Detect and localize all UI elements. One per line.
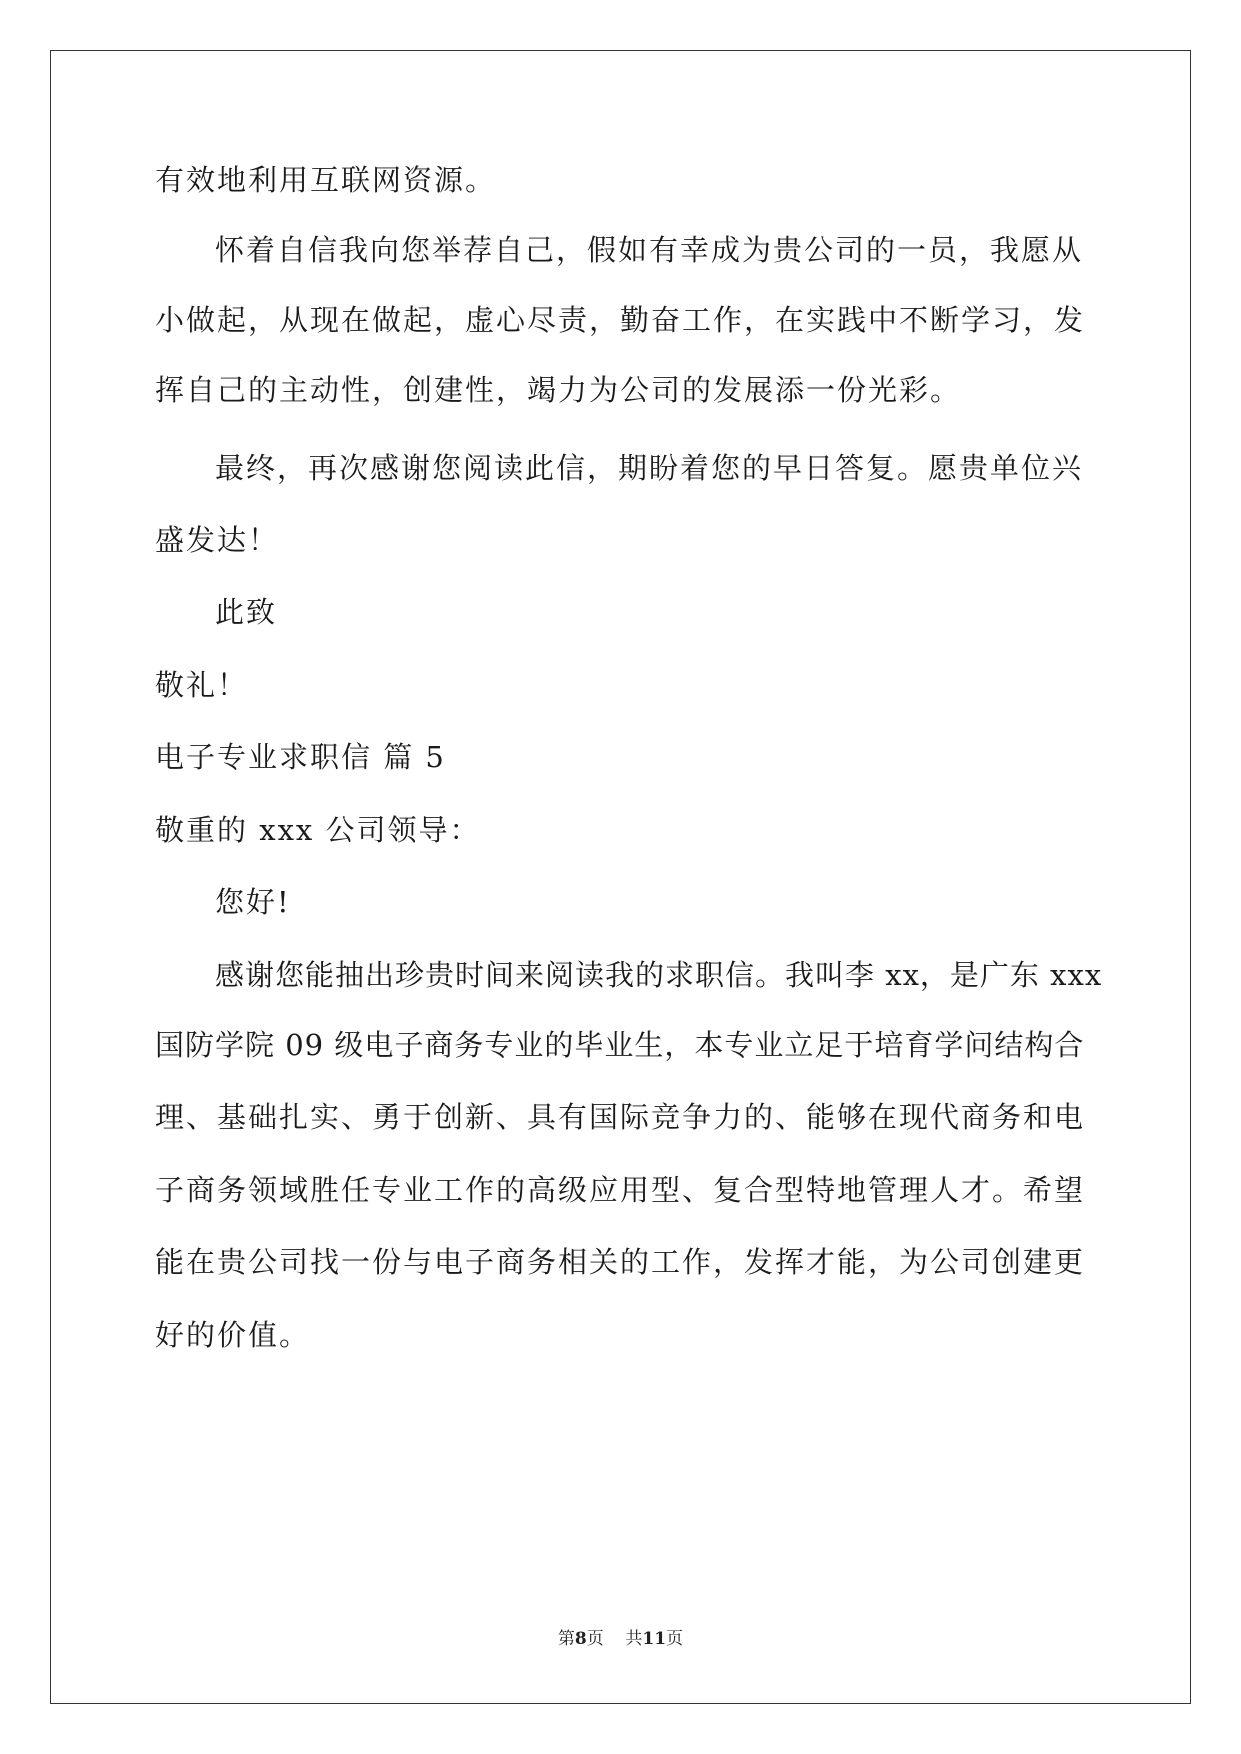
text-line: 怀着自信我向您举荐自己，假如有幸成为贵公司的一员，我愿从 [215,233,1084,267]
page-prefix: 第 [557,1629,575,1649]
greeting-recipient: 敬重的 xxx 公司领导： [155,813,481,847]
closing-salutation: 此致 [215,595,278,629]
closing-regards: 敬礼！ [155,668,249,702]
page-suffix: 页 [586,1629,604,1649]
total-prefix: 共 [625,1629,643,1649]
text-line: 理、基础扎实、勇于创新、具有国际竞争力的、能够在现代商务和电 [155,1100,1086,1134]
text-line: 有效地利用互联网资源。 [155,163,497,197]
text-line: 挥自己的主动性，创建性，竭力为公司的发展添一份光彩。 [155,373,962,407]
total-pages: 11 [642,1629,667,1649]
page-border [50,50,1191,1704]
page-number: 8 [574,1629,587,1649]
text-line: 能在贵公司找一份与电子商务相关的工作，发挥才能，为公司创建更 [155,1245,1086,1279]
total-suffix: 页 [666,1629,684,1649]
text-line: 小做起，从现在做起，虚心尽责，勤奋工作，在实践中不断学习，发 [155,303,1086,337]
text-line: 子商务领域胜任专业工作的高级应用型、复合型特地管理人才。希望 [155,1173,1086,1207]
page-footer [0,1624,1241,1649]
greeting: 您好! [215,885,291,919]
section-heading: 电子专业求职信 篇 5 [155,740,446,774]
text-line: 国防学院 09 级电子商务专业的毕业生，本专业立足于培育学问结构合 [155,1028,1085,1062]
text-line: 最终，再次感谢您阅读此信，期盼着您的早日答复。愿贵单位兴 [215,451,1084,485]
text-line: 好的价值。 [155,1318,311,1352]
text-line: 感谢您能抽出珍贵时间来阅读我的求职信。我叫李 xx，是广东 xxx [215,958,1103,992]
text-line: 盛发达！ [155,523,280,557]
